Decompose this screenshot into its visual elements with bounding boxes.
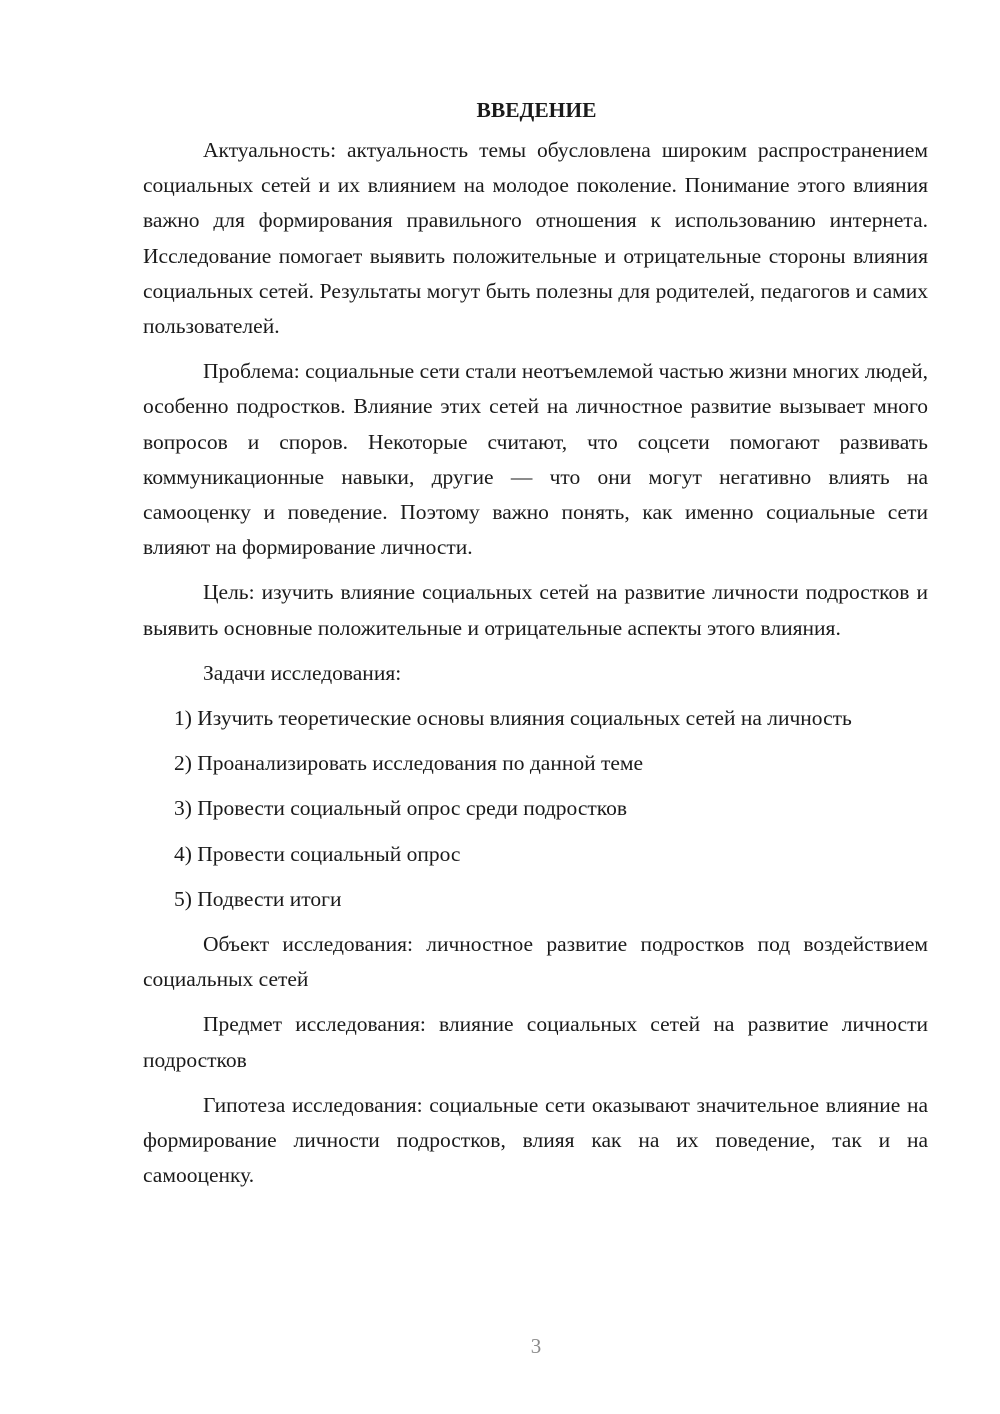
page-number: 3 (530, 1334, 542, 1358)
list-item: 4) Провести социальный опрос (174, 841, 461, 866)
tasks-heading: Задачи исследования: (203, 660, 402, 685)
object-paragraph: Объект исследования: личностное развитие подростков под воздействием социальных сетей (143, 932, 928, 992)
list-item: 3) Провести социальный опрос среди подростков (174, 796, 628, 821)
tasks-list (143, 701, 928, 917)
document-page (143, 92, 928, 1203)
hypothesis-paragraph: Гипотеза исследования: социальные сети оказывают значительное влияние на формирование личности подростков, влияя как на их поведение, так и на самооценку. (143, 1092, 928, 1188)
goal-paragraph: Цель: изучить влияние социальных сетей на развитие личности подростков и выявить основные положительные и отрицательные аспекты этого влияния. (143, 580, 928, 640)
list-item: 5) Подвести итоги (174, 886, 342, 911)
list-item: 2) Проанализировать исследования по данной теме (174, 751, 644, 776)
page-title: ВВЕДЕНИЕ (476, 98, 597, 122)
subject-paragraph: Предмет исследования: влияние социальных сетей на развитие личности подростков (143, 1012, 928, 1072)
problem-paragraph: Проблема: социальные сети стали неотъемлемой частью жизни многих людей, особенно подростков. Влияние этих сетей на личностное развитие вызывает много вопросов и споров. Некоторые считают, что соцсети помогают развивать коммуникационные навыки, другие — что они могут негативно влиять на самооценку и поведение. Поэтому важно понять, как именно социальные сети влияют на формирование личности. (143, 359, 928, 560)
relevance-paragraph: Актуальность: актуальность темы обусловлена широким распространением социальных сетей и их влиянием на молодое поколение. Понимание этого влияния важно для формирования правильного отношения к использованию интернета. Исследование помогает выявить положительные и отрицательные стороны влияния социальных сетей. Результаты могут быть полезны для родителей, педагогов и самих пользователей. (143, 138, 928, 339)
list-item: 1) Изучить теоретические основы влияния социальных сетей на личность (174, 706, 852, 731)
